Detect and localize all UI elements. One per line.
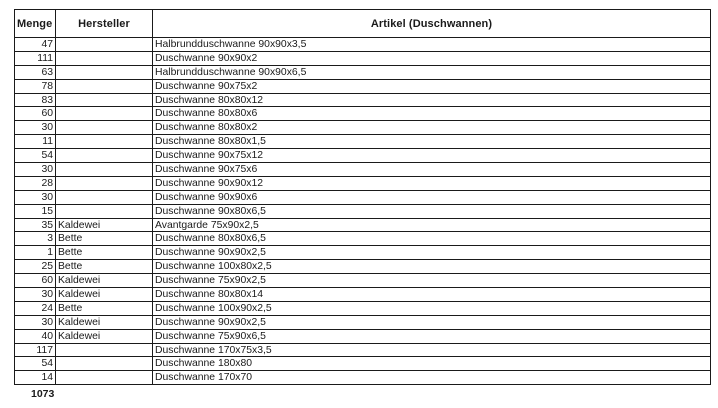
cell-menge: 14: [15, 371, 56, 385]
cell-artikel: Duschwanne 80x80x6,5: [153, 232, 711, 246]
table-row: [15, 135, 711, 149]
cell-hersteller: Kaldewei: [56, 288, 153, 302]
total-quantity: 1073: [31, 388, 55, 401]
cell-hersteller: Bette: [56, 260, 153, 274]
table-row: [15, 121, 711, 135]
cell-hersteller: [56, 163, 153, 177]
cell-hersteller: Kaldewei: [56, 315, 153, 329]
cell-hersteller: Kaldewei: [56, 218, 153, 232]
table-row: [15, 274, 711, 288]
cell-hersteller: [56, 93, 153, 107]
cell-hersteller: [56, 190, 153, 204]
cell-menge: 83: [15, 93, 56, 107]
table-row: [15, 190, 711, 204]
cell-hersteller: [56, 176, 153, 190]
cell-menge: 60: [15, 274, 56, 288]
table-header-row: [15, 10, 711, 38]
cell-artikel: Duschwanne 170x75x3,5: [153, 343, 711, 357]
cell-artikel: Duschwanne 90x75x12: [153, 149, 711, 163]
cell-artikel: Duschwanne 80x80x1,5: [153, 135, 711, 149]
cell-artikel: Duschwanne 75x90x2,5: [153, 274, 711, 288]
cell-artikel: Halbrundduschwanne 90x90x3,5: [153, 38, 711, 52]
table-row: [15, 301, 711, 315]
table-row: [15, 232, 711, 246]
cell-artikel: Duschwanne 80x80x12: [153, 93, 711, 107]
cell-hersteller: [56, 149, 153, 163]
cell-artikel: Duschwanne 90x80x6,5: [153, 204, 711, 218]
table-row: [15, 343, 711, 357]
header-artikel: Artikel (Duschwannen): [153, 10, 711, 38]
cell-artikel: Duschwanne 180x80: [153, 357, 711, 371]
cell-artikel: Duschwanne 90x90x2: [153, 51, 711, 65]
cell-menge: 40: [15, 329, 56, 343]
cell-hersteller: [56, 371, 153, 385]
cell-artikel: Duschwanne 90x90x2,5: [153, 315, 711, 329]
cell-hersteller: [56, 135, 153, 149]
cell-menge: 11: [15, 135, 56, 149]
cell-artikel: Duschwanne 90x90x6: [153, 190, 711, 204]
cell-menge: 28: [15, 176, 56, 190]
table-row: [15, 93, 711, 107]
cell-menge: 63: [15, 65, 56, 79]
cell-hersteller: [56, 51, 153, 65]
cell-hersteller: Kaldewei: [56, 274, 153, 288]
cell-menge: 30: [15, 190, 56, 204]
table-row: [15, 315, 711, 329]
cell-hersteller: [56, 107, 153, 121]
cell-artikel: Avantgarde 75x90x2,5: [153, 218, 711, 232]
cell-hersteller: [56, 343, 153, 357]
cell-artikel: Duschwanne 170x70: [153, 371, 711, 385]
cell-hersteller: [56, 204, 153, 218]
table-row: [15, 51, 711, 65]
cell-menge: 24: [15, 301, 56, 315]
table-row: [15, 246, 711, 260]
cell-artikel: Duschwanne 80x80x14: [153, 288, 711, 302]
cell-hersteller: [56, 357, 153, 371]
cell-hersteller: Bette: [56, 301, 153, 315]
cell-artikel: Duschwanne 75x90x6,5: [153, 329, 711, 343]
table-row: [15, 149, 711, 163]
cell-artikel: Duschwanne 100x90x2,5: [153, 301, 711, 315]
cell-menge: 30: [15, 121, 56, 135]
cell-menge: 47: [15, 38, 56, 52]
inventory-sheet: [14, 9, 711, 400]
shower-tray-table: [14, 9, 711, 385]
cell-artikel: Duschwanne 80x80x6: [153, 107, 711, 121]
cell-menge: 3: [15, 232, 56, 246]
cell-hersteller: Bette: [56, 246, 153, 260]
cell-hersteller: [56, 79, 153, 93]
table-row: [15, 79, 711, 93]
cell-menge: 54: [15, 357, 56, 371]
table-row: [15, 204, 711, 218]
cell-menge: 54: [15, 149, 56, 163]
table-row: [15, 357, 711, 371]
table-row: [15, 65, 711, 79]
table-body: [15, 38, 711, 385]
cell-menge: 78: [15, 79, 56, 93]
table-row: [15, 371, 711, 385]
cell-hersteller: Kaldewei: [56, 329, 153, 343]
table-row: [15, 163, 711, 177]
table-row: [15, 107, 711, 121]
cell-artikel: Duschwanne 100x80x2,5: [153, 260, 711, 274]
table-row: [15, 329, 711, 343]
cell-artikel: Duschwanne 90x75x2: [153, 79, 711, 93]
cell-artikel: Halbrundduschwanne 90x90x6,5: [153, 65, 711, 79]
cell-artikel: Duschwanne 80x80x2: [153, 121, 711, 135]
cell-hersteller: [56, 121, 153, 135]
table-row: [15, 288, 711, 302]
table-row: [15, 38, 711, 52]
table-row: [15, 218, 711, 232]
cell-menge: 117: [15, 343, 56, 357]
cell-hersteller: [56, 38, 153, 52]
cell-hersteller: [56, 65, 153, 79]
header-menge: Menge: [15, 10, 56, 38]
table-row: [15, 260, 711, 274]
cell-menge: 15: [15, 204, 56, 218]
header-hersteller: Hersteller: [56, 10, 153, 38]
cell-menge: 60: [15, 107, 56, 121]
cell-artikel: Duschwanne 90x90x2,5: [153, 246, 711, 260]
cell-menge: 30: [15, 288, 56, 302]
cell-menge: 111: [15, 51, 56, 65]
cell-menge: 35: [15, 218, 56, 232]
table-row: [15, 176, 711, 190]
cell-artikel: Duschwanne 90x75x6: [153, 163, 711, 177]
cell-menge: 30: [15, 315, 56, 329]
cell-artikel: Duschwanne 90x90x12: [153, 176, 711, 190]
cell-hersteller: Bette: [56, 232, 153, 246]
cell-menge: 1: [15, 246, 56, 260]
cell-menge: 30: [15, 163, 56, 177]
cell-menge: 25: [15, 260, 56, 274]
